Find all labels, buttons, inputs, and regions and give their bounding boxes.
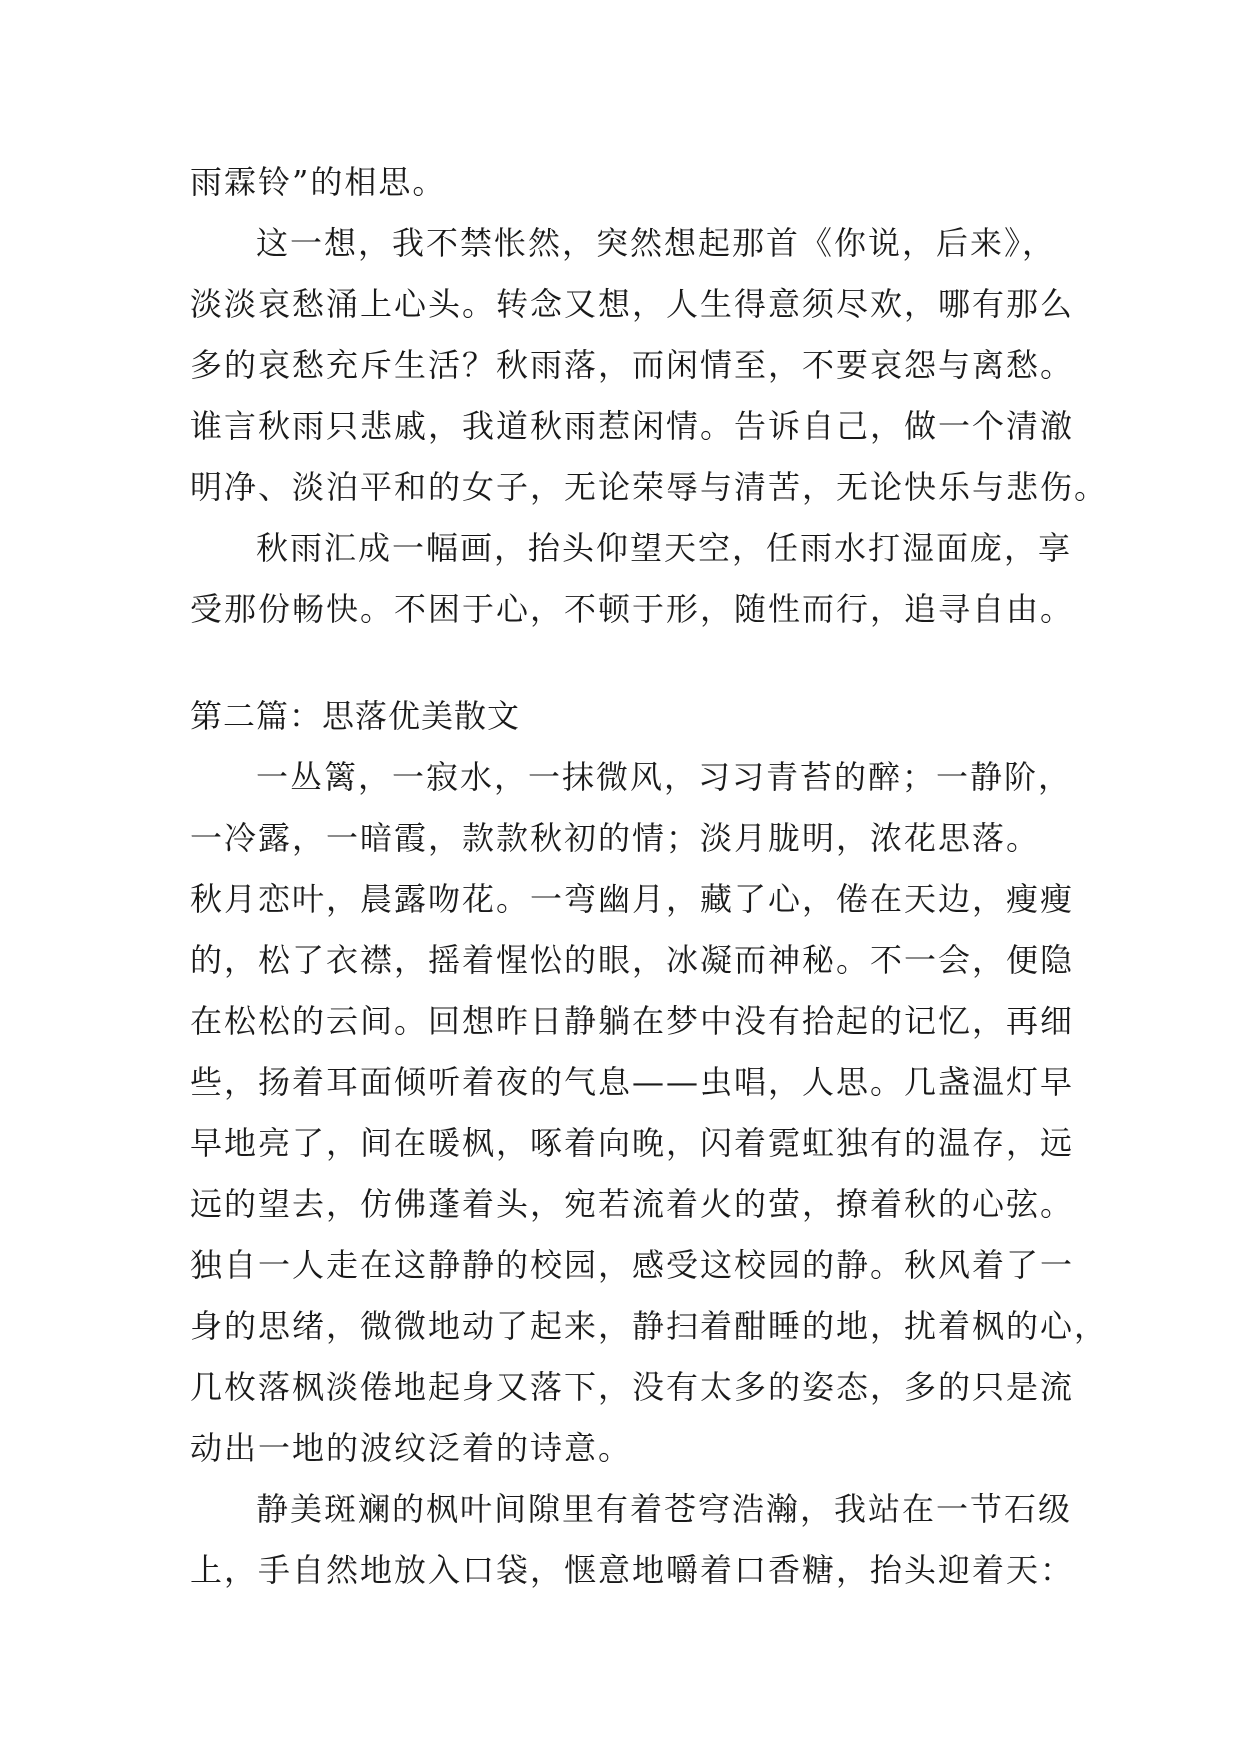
- paragraph-line: 淡淡哀愁涌上心头。转念又想，人生得意须尽欢，哪有那么: [190, 285, 1075, 323]
- paragraph-line: 明净、淡泊平和的女子，无论荣辱与清苦，无论快乐与悲伤。: [190, 468, 1109, 506]
- paragraph-line: 受那份畅快。不困于心，不顿于形，随性而行，追寻自由。: [190, 590, 1075, 628]
- paragraph-line: 的，松了衣襟，摇着惺忪的眼，冰凝而神秘。不一会，便隐: [190, 941, 1075, 979]
- paragraph-line: 一冷露，一暗霞，款款秋初的情；淡月胧明，浓花思落。: [190, 819, 1041, 857]
- paragraph-line: 些，扬着耳面倾听着夜的气息——虫唱，人思。几盏温灯早: [190, 1063, 1075, 1101]
- paragraph-line: 秋雨汇成一幅画，抬头仰望天空，任雨水打湿面庞，享: [256, 529, 1073, 567]
- paragraph-line: 谁言秋雨只悲戚，我道秋雨惹闲情。告诉自己，做一个清澈: [190, 407, 1075, 445]
- document-body: [190, 152, 1109, 1601]
- paragraph-line: 上，手自然地放入口袋，惬意地嚼着口香糖，抬头迎着天：: [190, 1551, 1075, 1589]
- paragraph-line: 多的哀愁充斥生活？秋雨落，而闲情至，不要哀怨与离愁。: [190, 346, 1075, 384]
- paragraph-line: 动出一地的波纹泛着的诗意。: [190, 1429, 633, 1467]
- paragraph-line: 这一想，我不禁怅然，突然想起那首《你说，后来》，: [256, 224, 1057, 262]
- paragraph-line: 身的思绪，微微地动了起来，静扫着酣睡的地，扰着枫的心，: [190, 1307, 1109, 1345]
- paragraph-line: 独自一人走在这静静的校园，感受这校园的静。秋风着了一: [190, 1246, 1075, 1284]
- paragraph-line: 几枚落枫淡倦地起身又落下，没有太多的姿态，多的只是流: [190, 1368, 1075, 1406]
- paragraph-line: 雨霖铃”的相思。: [190, 163, 447, 201]
- paragraph-line: 静美斑斓的枫叶间隙里有着苍穹浩瀚，我站在一节石级: [256, 1490, 1073, 1528]
- paragraph-line: 远的望去，仿佛蓬着头，宛若流着火的萤，撩着秋的心弦。: [190, 1185, 1075, 1223]
- paragraph-line: 秋月恋叶，晨露吻花。一弯幽月，藏了心，倦在天边，瘦瘦: [190, 880, 1075, 918]
- paragraph-line: 在松松的云间。回想昨日静躺在梦中没有拾起的记忆，再细: [190, 1002, 1075, 1040]
- paragraph-line: 早地亮了，间在暖枫，啄着向晚，闪着霓虹独有的温存，远: [190, 1124, 1075, 1162]
- section-gap: [190, 640, 1070, 686]
- section-heading: 第二篇：思落优美散文: [190, 697, 521, 735]
- paragraph-line: 一丛篱，一寂水，一抹微风，习习青苔的醉；一静阶，: [256, 758, 1073, 796]
